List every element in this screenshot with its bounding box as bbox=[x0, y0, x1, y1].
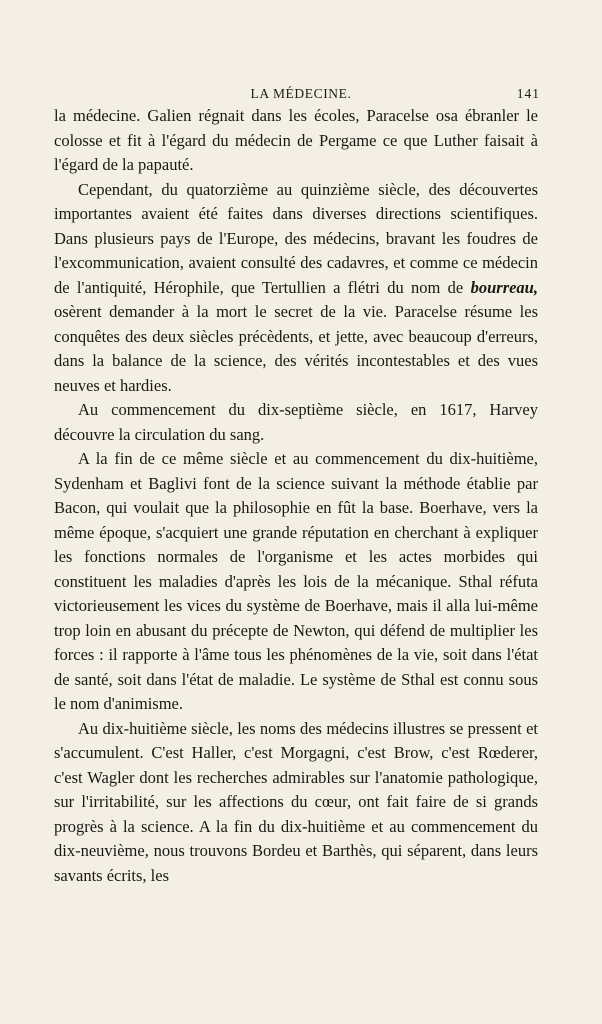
paragraph-2 bbox=[54, 178, 538, 399]
paragraph-3: Au commencement du dix-septième siècle, en 1617, Harvey découvre la circulation du sang. bbox=[54, 400, 538, 444]
paragraph-1: la médecine. Galien régnait dans les écoles, Paracelse osa ébranler le colosse et fit à l'égard du médecin de Pergame ce que Luther faisait à l'égard de la papauté. bbox=[54, 106, 538, 174]
paragraph-2-text-start: Cependant, du quatorzième au quinzième siècle, des découvertes importantes avaient été faites dans diverses directions scientifiques. Dans plusieurs pays de l'Europe, des médecins, bravant les foudres de l'excommunication, avaient consulté des cadavres, et comme ce médecin de l'antiquité, Hérophile, que Tertullien a flétri du nom de bbox=[54, 179, 538, 297]
page-header bbox=[0, 86, 602, 106]
paragraph-2-text-end: osèrent demander à la mort le secret de la vie. Paracelse résume les conquêtes des deux siècles précèdents, et jette, avec beaucoup d'erreurs, dans la balance de la science, des vérités incontestables et des vues neuves et hardies. bbox=[54, 302, 538, 395]
page-number: 141 bbox=[516, 86, 540, 101]
paragraph-5: Au dix-huitième siècle, les noms des médecins illustres se pressent et s'accumulent. C'est Haller, c'est Morgagni, c'est Brow, c'est Rœderer, c'est Wagler dont les recherches admirables sur l'anatomie pathologique, sur l'irritabilité, sur les affections du cœur, ont fait faire de si grands progrès à la science. A la fin du dix-huitième et au commencement du dix-neuvième, nous trouvons Bordeu et Barthès, qui séparent, dans leurs savants écrits, les bbox=[54, 718, 538, 885]
running-title: LA MÉDECINE. bbox=[250, 86, 352, 101]
body-text bbox=[54, 104, 538, 888]
italic-term-bourreau: bourreau, bbox=[470, 277, 538, 297]
paragraph-4: A la fin de ce même siècle et au commencement du dix-huitième, Sydenham et Baglivi font de la science suivant la méthode établie par Bacon, qui voulait que la philosophie en fût la base. Boerhave, vers la même époque, s'acquiert une grande réputation en cherchant à expliquer les fonctions normales de l'organisme et les actes morbides qui constituent les maladies d'après les lois de la mécanique. Sthal réfuta victorieusement les vices du système de Boerhave, mais il alla lui-même trop loin en abusant du précepte de Newton, qui défend de multiplier les forces : il rapporte à l'âme tous les phénomènes de la vie, soit dans l'état de santé, soit dans l'état de maladie. Le système de Sthal est connu sous le nom d'animisme. bbox=[54, 449, 538, 713]
